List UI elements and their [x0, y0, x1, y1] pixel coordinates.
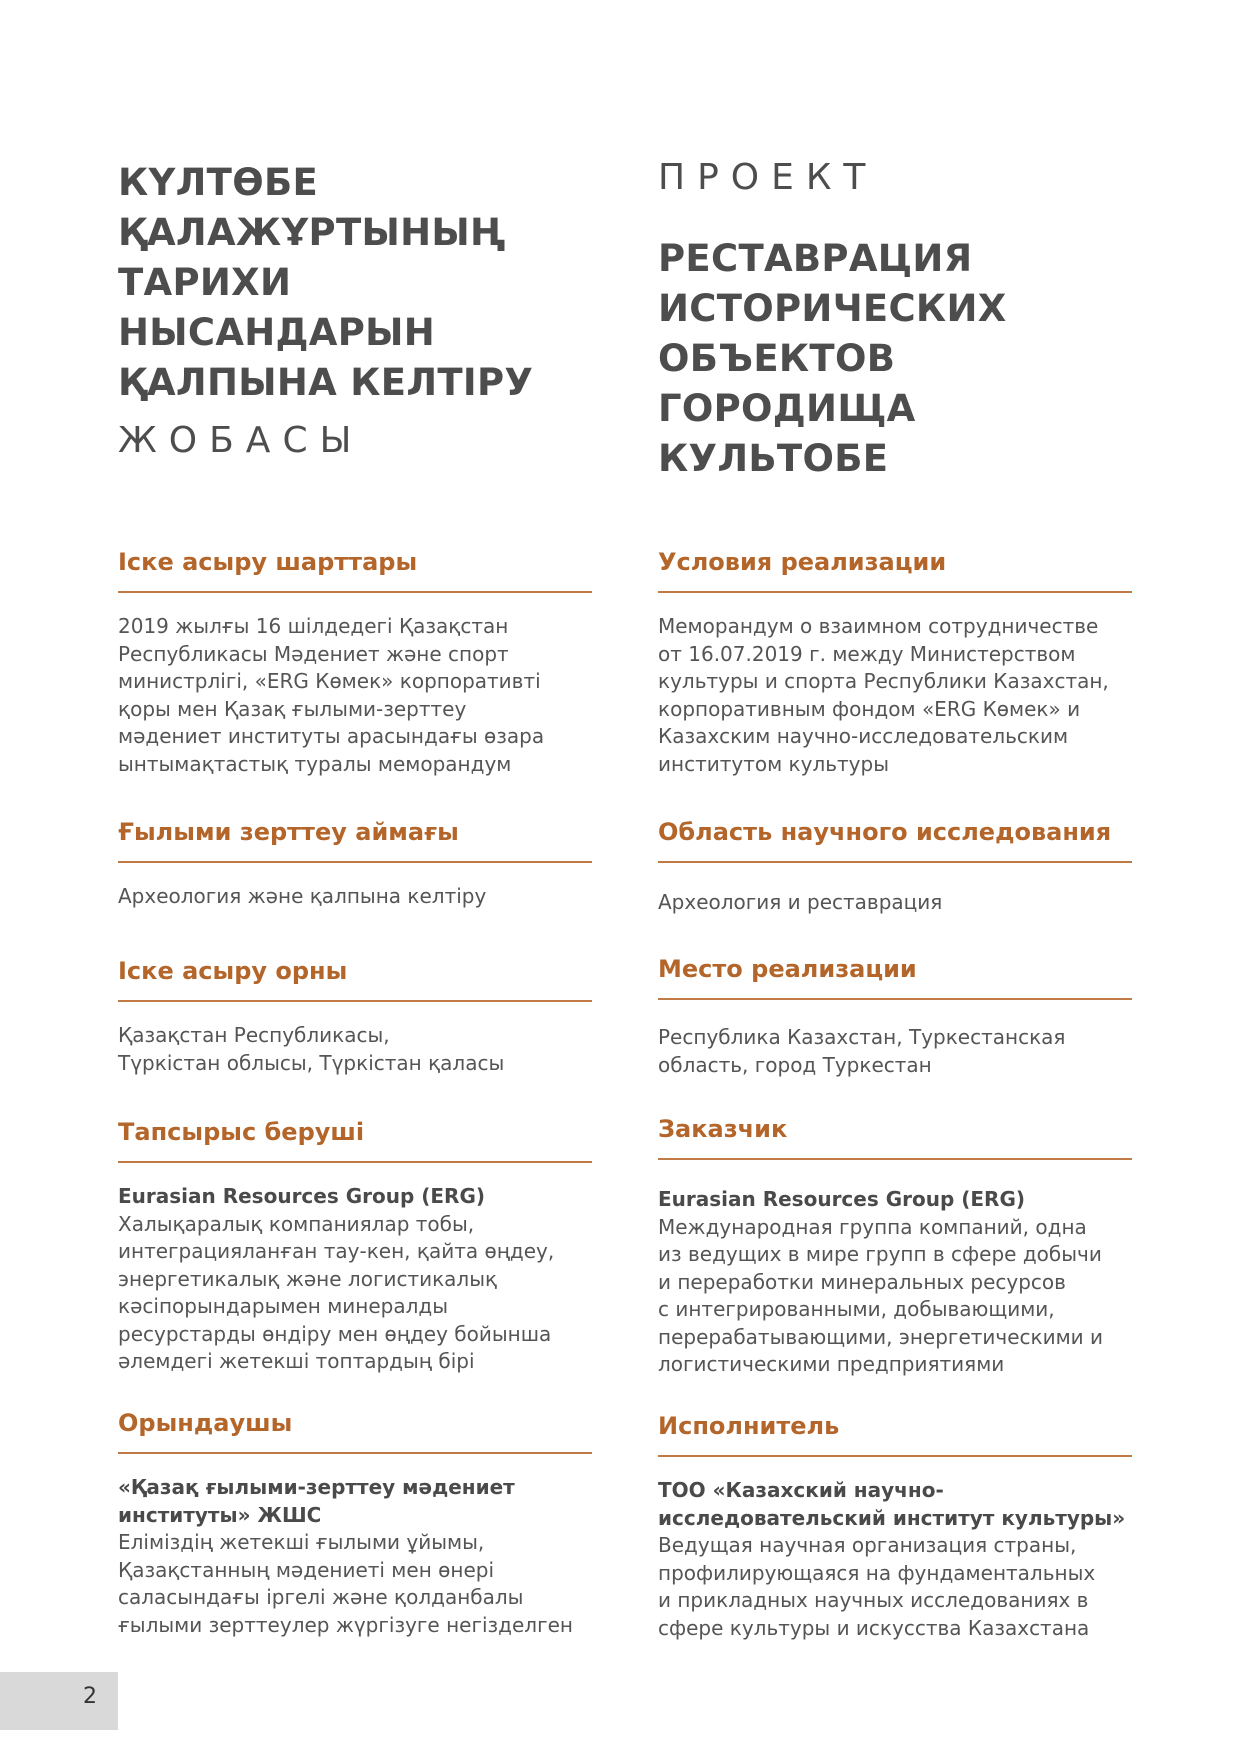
right-title-line: ОБЪЕКТОВ	[658, 337, 896, 380]
right-pretitle: ПРОЕКТ	[658, 157, 878, 198]
body-line: Казахским научно-исследовательским	[658, 724, 1069, 748]
left-title-block	[118, 158, 592, 461]
body-line: Ведущая научная организация страны,	[658, 1533, 1077, 1557]
right-main-title	[658, 234, 1132, 484]
page-number: 2	[83, 1684, 97, 1709]
body-bold-line: Eurasian Resources Group (ERG)	[658, 1187, 1026, 1211]
body-line: Международная группа компаний, одна	[658, 1214, 1087, 1239]
right-title-line: ИСТОРИЧЕСКИХ	[658, 287, 1007, 330]
body-line: Археология и реставрация	[658, 890, 943, 914]
section-heading: Условия реализации	[658, 547, 1132, 593]
body-line: институтом культуры	[658, 751, 889, 776]
section-heading: Область научного исследования	[658, 817, 1132, 863]
left-subtitle: ЖОБАСЫ	[118, 420, 364, 461]
right-title-block	[658, 157, 1132, 484]
body-line: қоры мен Қазақ ғылыми-зерттеу	[118, 696, 467, 721]
body-line: ғылыми зерттеулер жүргізуге негізделген	[118, 1612, 573, 1637]
right-title-line: РЕСТАВРАЦИЯ	[658, 237, 973, 280]
body-line: сфере культуры и искусства Казахстана	[658, 1615, 1090, 1640]
section-body	[118, 1022, 592, 1077]
body-line: и прикладных научных исследованиях в	[658, 1588, 1089, 1612]
left-title-line: ТАРИХИ	[118, 261, 292, 304]
body-line: Халықаралық компаниялар тобы,	[118, 1211, 475, 1236]
body-line: министрлігі, «ERG Көмек» корпоративті	[118, 669, 541, 693]
section-body	[658, 1024, 1132, 1079]
body-line: Археология және қалпына келтіру	[118, 884, 487, 908]
section-body	[658, 613, 1132, 778]
left-section-place	[118, 956, 592, 1077]
body-line: перерабатывающими, энергетическими и	[658, 1324, 1104, 1349]
section-body	[118, 1183, 592, 1376]
body-line: кәсіпорындарымен минералды	[118, 1294, 449, 1318]
body-line: Меморандум о взаимном сотрудничестве	[658, 614, 1099, 638]
body-line: корпоративным фондом «ERG Көмек» и	[658, 696, 1081, 721]
section-heading: Место реализации	[658, 954, 1132, 1000]
body-line: из ведущих в мире групп в сфере добычи	[658, 1242, 1102, 1266]
left-title-line: ҚАЛПЫНА КЕЛТІРУ	[118, 361, 534, 404]
left-section-executor	[118, 1408, 592, 1639]
body-line: 2019 жылғы 16 шілдедегі Қазақстан	[118, 614, 509, 638]
body-bold-line: институты» ЖШС	[118, 1502, 322, 1527]
section-heading: Заказчик	[658, 1114, 1132, 1160]
right-section-executor	[658, 1411, 1132, 1642]
left-section-conditions	[118, 547, 592, 778]
left-title-line: НЫСАНДАРЫН	[118, 311, 436, 354]
right-section-customer	[658, 1114, 1132, 1379]
left-main-title	[118, 158, 592, 408]
body-bold-line: ТОО «Казахский научно-	[658, 1478, 944, 1502]
body-line: Республика Казахстан, Туркестанская	[658, 1025, 1066, 1049]
right-section-conditions	[658, 547, 1132, 778]
body-line: Қазақстан Республикасы,	[118, 1023, 390, 1047]
body-line: культуры и спорта Республики Казахстан,	[658, 669, 1109, 693]
section-heading: Іске асыру орны	[118, 956, 592, 1002]
left-title-line: ҚАЛАЖҰРТЫНЫҢ	[118, 211, 506, 254]
body-line: интеграцияланған тау-кен, қайта өңдеу,	[118, 1239, 555, 1263]
body-bold-line: исследовательский институт культуры»	[658, 1505, 1126, 1530]
section-heading: Ғылыми зерттеу аймағы	[118, 817, 592, 863]
body-line: от 16.07.2019 г. между Министерством	[658, 641, 1076, 666]
body-line: ынтымақтастық туралы меморандум	[118, 751, 512, 776]
body-bold-line: Eurasian Resources Group (ERG)	[118, 1184, 486, 1208]
section-body	[658, 1477, 1132, 1642]
right-title-line: ГОРОДИЩА КУЛЬТОБЕ	[658, 387, 916, 480]
body-line: әлемдегі жетекші топтардың бірі	[118, 1349, 475, 1373]
body-line: саласындағы іргелі және қолданбалы	[118, 1585, 524, 1609]
right-section-research-area	[658, 817, 1132, 917]
body-line: с интегрированными, добывающими,	[658, 1297, 1055, 1321]
section-heading: Тапсырыс беруші	[118, 1117, 592, 1163]
left-title-line: КҮЛТӨБЕ	[118, 161, 319, 204]
body-line: Республикасы Мәдениет және спорт	[118, 641, 509, 666]
page-number-box	[0, 1672, 118, 1730]
left-section-customer	[118, 1117, 592, 1376]
section-heading: Іске асыру шарттары	[118, 547, 592, 593]
body-line: логистическими предприятиями	[658, 1352, 1005, 1376]
section-body	[118, 883, 592, 911]
body-line: профилирующаяся на фундаментальных	[658, 1560, 1096, 1585]
section-heading: Орындаушы	[118, 1408, 592, 1454]
body-line: Қазақстанның мәдениеті мен өнері	[118, 1557, 495, 1582]
section-body	[658, 1186, 1132, 1379]
body-line: мәдениет институты арасындағы өзара	[118, 724, 545, 748]
section-body	[118, 613, 592, 778]
body-line: и переработки минеральных ресурсов	[658, 1269, 1066, 1294]
body-line: Еліміздің жетекші ғылыми ұйымы,	[118, 1530, 485, 1554]
right-section-place	[658, 954, 1132, 1079]
body-line: ресурстарды өндіру мен өңдеу бойынша	[118, 1321, 552, 1346]
body-line: область, город Туркестан	[658, 1052, 932, 1077]
left-section-research-area	[118, 817, 592, 911]
body-line: Түркістан облысы, Түркістан қаласы	[118, 1050, 505, 1075]
section-heading: Исполнитель	[658, 1411, 1132, 1457]
section-body	[658, 889, 1132, 917]
section-body	[118, 1474, 592, 1639]
body-line: энергетикалық және логистикалық	[118, 1266, 498, 1291]
body-bold-line: «Қазақ ғылыми-зерттеу мәдениет	[118, 1475, 515, 1499]
